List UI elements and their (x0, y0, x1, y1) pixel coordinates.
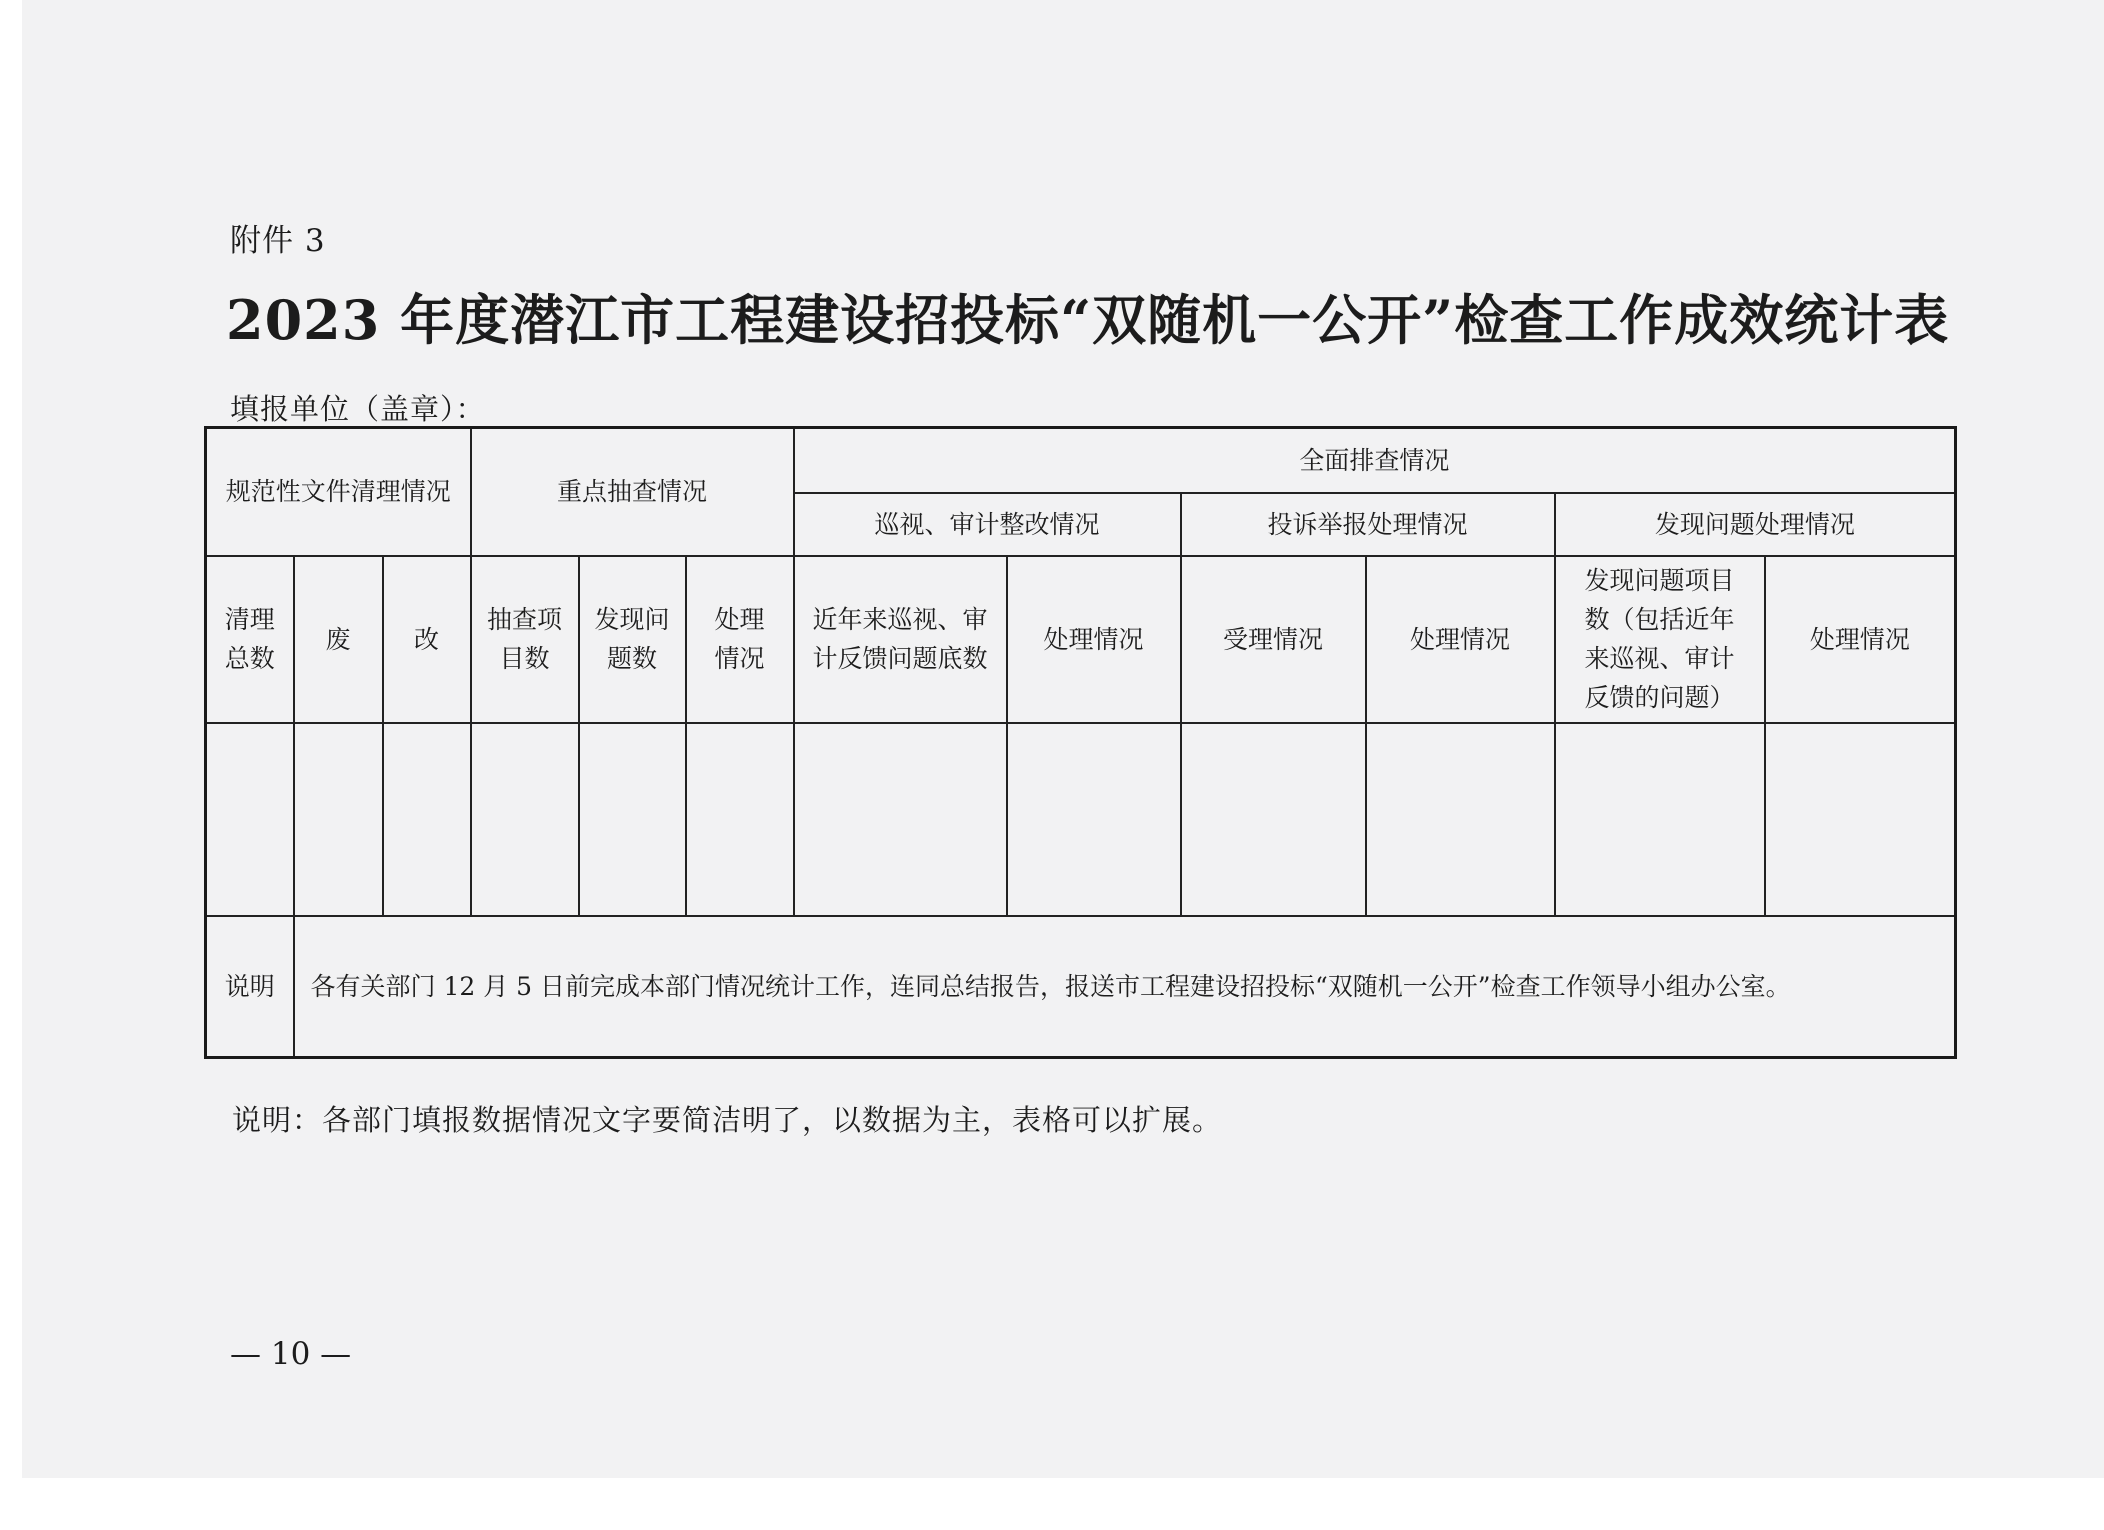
header-issues-found: 发现问题处理情况 (1555, 493, 1956, 556)
table-row (206, 723, 1956, 916)
input-cell[interactable] (579, 723, 686, 916)
footnote: 说明：各部门填报数据情况文字要简洁明了，以数据为主，表格可以扩展。 (232, 1103, 1223, 1137)
header-complaints: 投诉举报处理情况 (1181, 493, 1555, 556)
input-cell[interactable] (1007, 723, 1181, 916)
input-cell[interactable] (206, 723, 294, 916)
header-key-spot-check: 重点抽查情况 (471, 428, 794, 556)
input-cell[interactable] (1555, 723, 1765, 916)
col-revise: 改 (383, 556, 471, 723)
input-cell[interactable] (794, 723, 1007, 916)
col-abolish: 废 (294, 556, 383, 723)
statistics-table (204, 426, 1957, 1059)
input-cell[interactable] (686, 723, 794, 916)
col-issue-handling: 处理情况 (1765, 556, 1956, 723)
input-cell[interactable] (1366, 723, 1555, 916)
col-complaint-handling: 处理情况 (1366, 556, 1555, 723)
col-handling: 处理情况 (686, 556, 794, 723)
col-found-issues: 发现问题数 (579, 556, 686, 723)
page-number: — 10 — (230, 1336, 352, 1372)
col-recent-feedback: 近年来巡视、审计反馈问题底数 (794, 556, 1007, 723)
col-clean-total: 清理总数 (206, 556, 294, 723)
col-recent-handling: 处理情况 (1007, 556, 1181, 723)
note-label: 说明 (206, 916, 294, 1058)
attachment-label: 附件 3 (230, 223, 326, 259)
header-full-inspection: 全面排查情况 (794, 428, 1956, 493)
header-inspection-audit: 巡视、审计整改情况 (794, 493, 1181, 556)
col-accepted: 受理情况 (1181, 556, 1366, 723)
col-issue-projects: 发现问题项目数（包括近年来巡视、审计反馈的问题） (1555, 556, 1765, 723)
input-cell[interactable] (294, 723, 383, 916)
input-cell[interactable] (383, 723, 471, 916)
input-cell[interactable] (1765, 723, 1956, 916)
input-cell[interactable] (1181, 723, 1366, 916)
note-text: 各有关部门 12 月 5 日前完成本部门情况统计工作，连同总结报告，报送市工程建设招投标“双随机一公开”检查工作领导小组办公室。 (294, 916, 1956, 1058)
input-cell[interactable] (471, 723, 579, 916)
header-normative-docs: 规范性文件清理情况 (206, 428, 471, 556)
document-title: 2023 年度潜江市工程建设招投标“双随机一公开”检查工作成效统计表 (226, 288, 1950, 352)
fill-unit-label: 填报单位（盖章）： (230, 392, 486, 426)
col-spot-projects: 抽查项目数 (471, 556, 579, 723)
